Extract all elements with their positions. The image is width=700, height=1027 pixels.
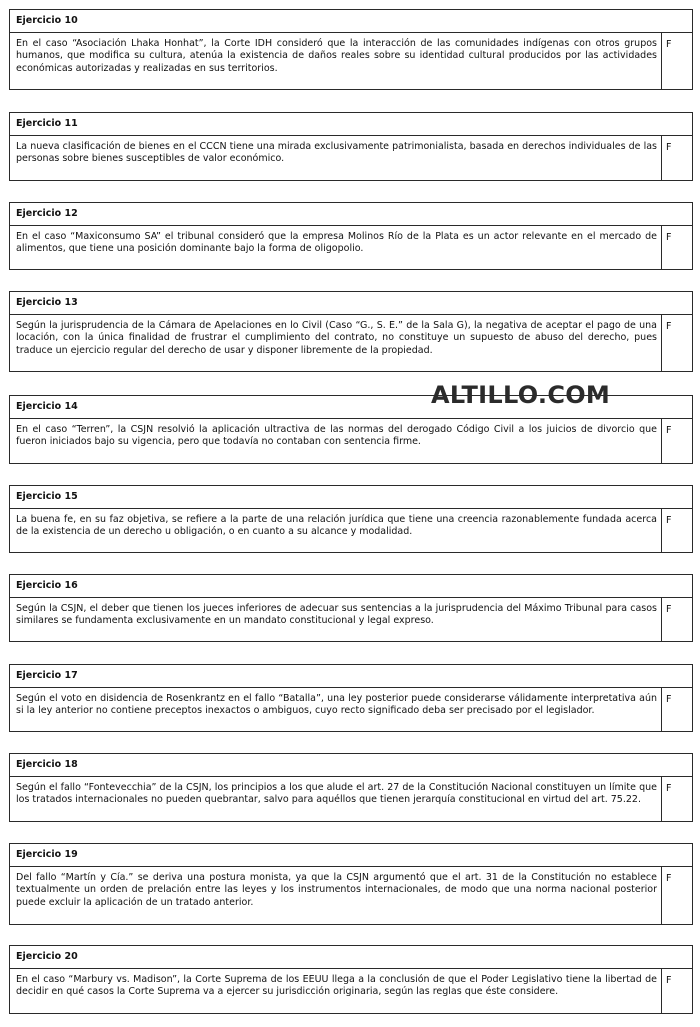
exercise-14: [9, 395, 693, 464]
exercise-title: Ejercicio 16: [10, 575, 692, 598]
exercise-answer: F: [666, 39, 672, 50]
exercise-answer: F: [666, 142, 672, 153]
exercise-12: [9, 202, 693, 270]
exercise-title: Ejercicio 10: [10, 10, 692, 33]
exercise-answer: F: [666, 694, 672, 705]
exercise-statement: Según la CSJN, el deber que tienen los jueces inferiores de adecuar sus sentencias a la jurisprudencia del Máximo Tribunal para casos similares se fundamenta exclusivamente en un mandato constitucional y legal expreso.: [10, 598, 662, 641]
exercise-statement: Según el fallo “Fontevecchia” de la CSJN, los principios a los que alude el art. 27 de la Constitución Nacional constituyen un límite que los tratados internacionales no pueden quebrantar, salvo para aquéllos que tienen jerarquía constitucional en virtud del art. 75.22.: [10, 777, 662, 821]
exercise-11: [9, 112, 693, 181]
exercise-title: Ejercicio 12: [10, 203, 692, 226]
exercise-10: [9, 9, 693, 90]
exercise-title: Ejercicio 14: [10, 396, 692, 419]
exercise-title: Ejercicio 18: [10, 754, 692, 777]
exercise-statement: Según la jurisprudencia de la Cámara de Apelaciones en lo Civil (Caso “G., S. E.” de la Sala G), la negativa de aceptar el pago de una locación, con la única finalidad de frustrar el cumplimiento del contrato, no constituye un supuesto de abuso del derecho, pues traduce un ejercicio regular del derecho de usar y disponer libremente de la propiedad.: [10, 315, 662, 371]
exercise-title: Ejercicio 13: [10, 292, 692, 315]
exercise-statement: En el caso “Marbury vs. Madison”, la Corte Suprema de los EEUU llega a la conclusión de que el Poder Legislativo tiene la libertad de decidir en qué casos la Corte Suprema va a ejercer su jurisdicción originaria, según las reglas que éste considere.: [10, 969, 662, 1013]
exercise-statement: La nueva clasificación de bienes en el CCCN tiene una mirada exclusivamente patrimonialista, basada en derechos individuales de las personas sobre bienes susceptibles de valor económico.: [10, 136, 662, 180]
exercise-title: Ejercicio 19: [10, 844, 692, 867]
exercise-title: Ejercicio 20: [10, 946, 692, 969]
exercise-title: Ejercicio 11: [10, 113, 692, 136]
exercise-answer: F: [666, 873, 672, 884]
exercise-statement: En el caso “Asociación Lhaka Honhat”, la Corte IDH consideró que la interacción de las comunidades indígenas con otros grupos humanos, que modifica su cultura, atenúa la existencia de daños reales sobre su identidad cultural producidos por las actividades económicas autorizadas y realizadas en sus territorios.: [10, 33, 662, 89]
exercise-answer: F: [666, 975, 672, 986]
exercise-answer: F: [666, 783, 672, 794]
exercise-title: Ejercicio 15: [10, 486, 692, 509]
exercise-title: Ejercicio 17: [10, 665, 692, 688]
exercise-answer: F: [666, 232, 672, 243]
exercise-18: [9, 753, 693, 822]
exercise-statement: Según el voto en disidencia de Rosenkrantz en el fallo “Batalla”, una ley posterior puede considerarse válidamente interpretativa aún si la ley anterior no contiene preceptos inexactos o ambiguos, cuyo recto significado deba ser precisado por el legislador.: [10, 688, 662, 731]
exercise-17: [9, 664, 693, 732]
exercise-answer: F: [666, 604, 672, 615]
exercise-answer: F: [666, 321, 672, 332]
exercise-statement: En el caso “Terren”, la CSJN resolvió la aplicación ultractiva de las normas del derogado Código Civil a los juicios de divorcio que fueron iniciados bajo su vigencia, pero que todavía no contaban con sentencia firme.: [10, 419, 662, 463]
exercise-answer: F: [666, 425, 672, 436]
exercise-16: [9, 574, 693, 642]
exercise-statement: Del fallo “Martín y Cía.” se deriva una postura monista, ya que la CSJN argumentó que el art. 31 de la Constitución no establece textualmente un orden de prelación entre las leyes y los instrumentos internacionales, de modo que una norma nacional posterior puede excluir la aplicación de un tratado anterior.: [10, 867, 662, 924]
exercise-answer: F: [666, 515, 672, 526]
exercise-13: [9, 291, 693, 372]
exercise-19: [9, 843, 693, 925]
exercise-20: [9, 945, 693, 1014]
watermark: ALTILLO.COM: [431, 381, 611, 409]
exercise-statement: La buena fe, en su faz objetiva, se refiere a la parte de una relación jurídica que tiene una creencia razonablemente fundada acerca de la existencia de un derecho u obligación, o en cuanto a su alcance y modalidad.: [10, 509, 662, 552]
exercise-15: [9, 485, 693, 553]
exercise-statement: En el caso “Maxiconsumo SA” el tribunal consideró que la empresa Molinos Río de la Plata es un actor relevante en el mercado de alimentos, que tiene una posición dominante bajo la forma de oligopolio.: [10, 226, 662, 269]
